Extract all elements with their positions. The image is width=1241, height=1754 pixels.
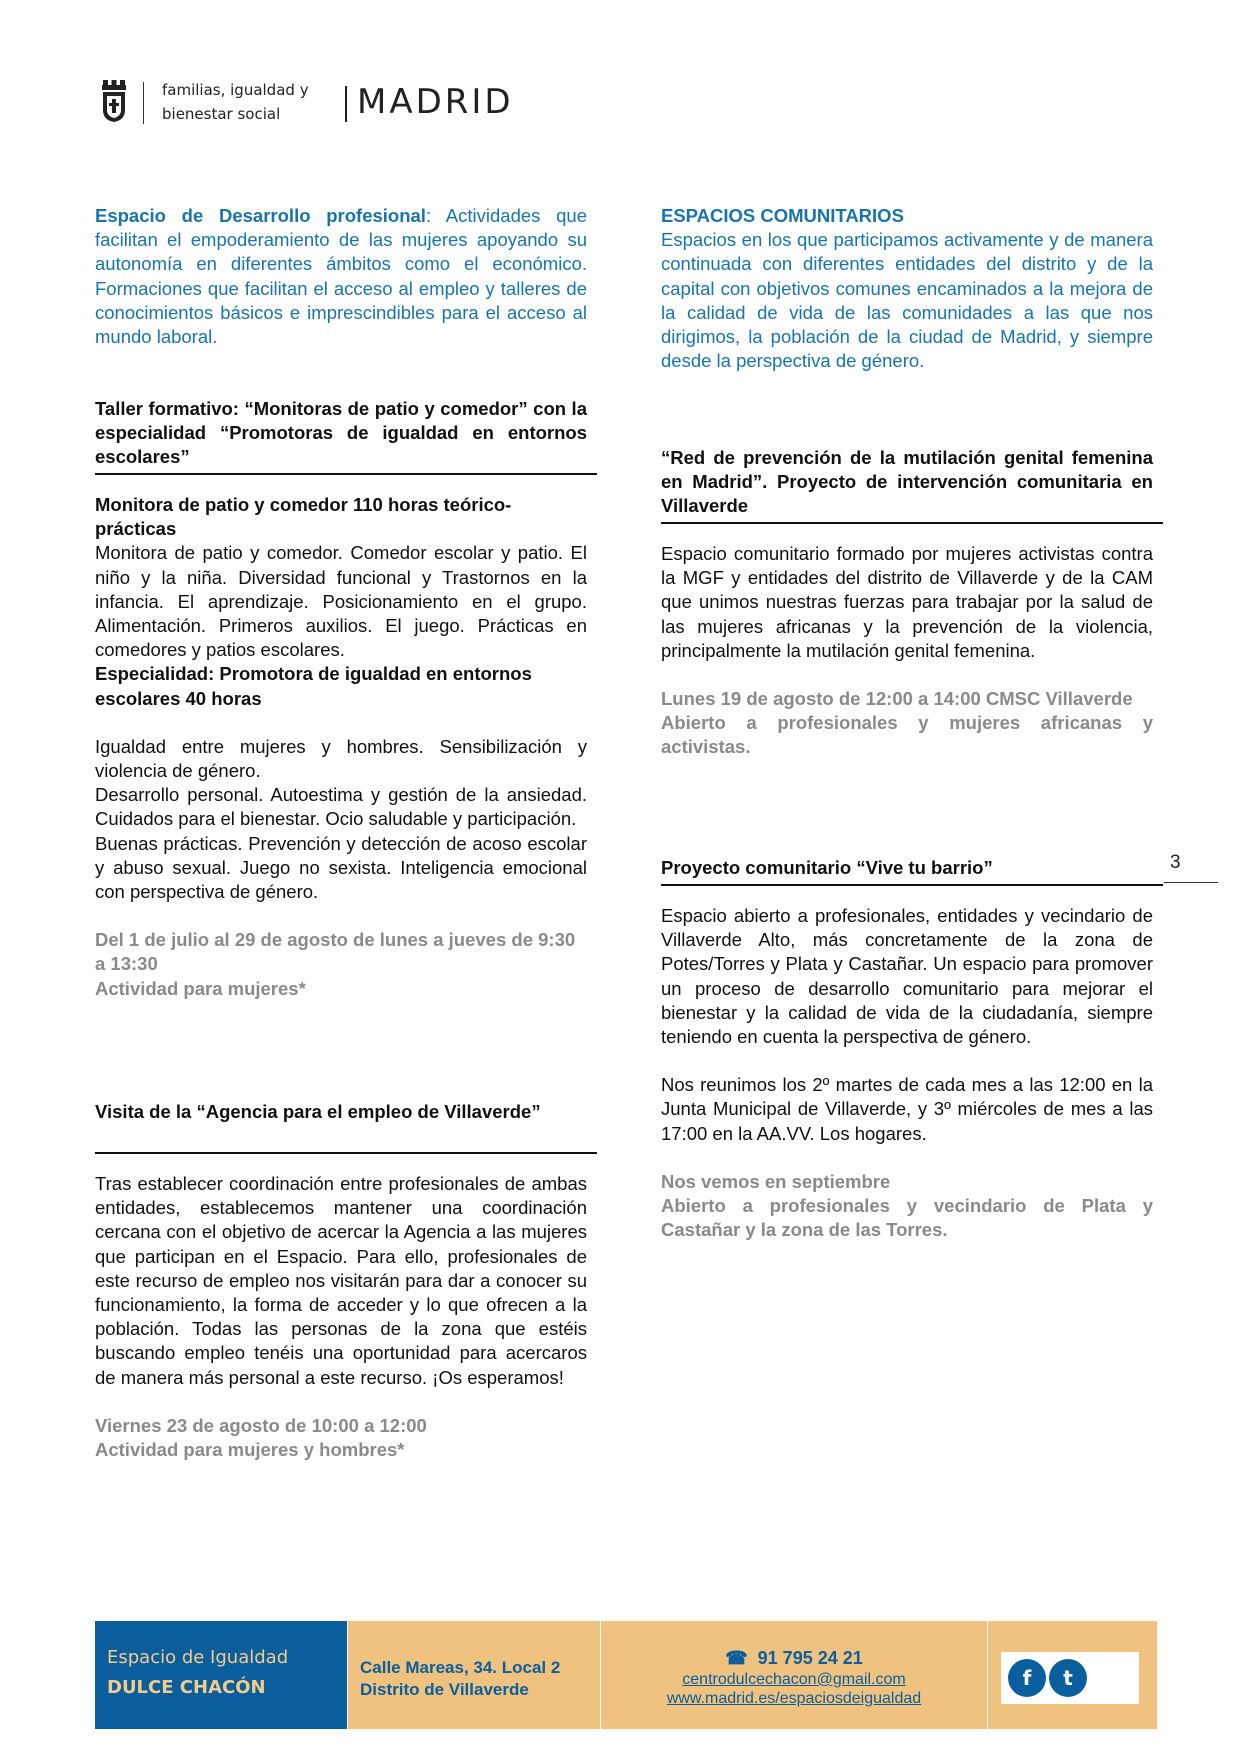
especialidad-text-2: Desarrollo personal. Autoestima y gestión de la ansiedad. Cuidados para el bienestar. Ocio saludable y participación. [95,784,587,830]
facebook-icon[interactable]: f [1008,1659,1046,1697]
visita-text: Tras establecer coordinación entre profesionales de ambas entidades, establecemos mantener una coordinación cercana con el objetivo de acercar la Agencia a las mujeres que participan en el Espacio. Para ello, profesionales de este recurso de empleo nos visitarán para dar a conocer su funcionamiento, la forma de acceder y lo que ofrecen a la población. Todas las personas de la zona que estéis buscando empleo tenéis una oportunidad para acercaros de manera más personal a este recurso. ¡Os esperamos! [95,1173,587,1388]
especialidad-title: Especialidad: Promotora de igualdad en entornos escolares 40 horas [95,663,532,709]
taller-body [95,493,587,1001]
red-body [661,542,1153,760]
vive-text-2: Nos reunimos los 2º martes de cada mes a las 12:00 en la Junta Municipal de Villaverde, y 3º miércoles de mes a las 17:00 en la AA.VV. Los hogares. [661,1074,1153,1144]
monitora-title: Monitora de patio y comedor 110 horas teórico-prácticas [95,494,512,540]
section-rule [95,1152,597,1154]
section-rule [95,473,597,475]
social-icons-box [1001,1652,1139,1704]
intro-text: : Actividades que facilitan el empoderamiento de las mujeres apoyando su autonomía en diferentes ámbitos como el económico. Formaciones que facilitan el acceso al empleo y talleres de conocimientos básicos e imprescindibles para el acceso al mundo laboral. [95,205,588,348]
footer-contact [600,1621,987,1729]
footer-address-line-1: Calle Mareas, 34. Local 2 [360,1658,561,1677]
red-audience: Abierto a profesionales y mujeres africanas y activistas. [661,712,1153,758]
department-line-2: bienestar social [162,105,281,123]
footer-phone [601,1649,987,1668]
taller-schedule: Del 1 de julio al 29 de agosto de lunes a jueves de 9:30 a 13:30 [95,929,576,975]
footer [95,1621,1157,1729]
vive-audience: Abierto a profesionales y vecindario de Plata y Castañar y la zona de las Torres. [661,1195,1153,1241]
department-name [162,78,309,126]
visita-body [95,1172,587,1462]
right-column-intro [661,204,1153,373]
web-link[interactable]: www.madrid.es/espaciosdeigualdad [666,1690,922,1707]
espacios-comunitarios-title: ESPACIOS COMUNITARIOS [661,205,904,226]
header-divider [143,82,144,124]
email-link[interactable]: centrodulcechacon@gmail.com [682,1671,906,1688]
monitora-text: Monitora de patio y comedor. Comedor escolar y patio. El niño y la niña. Diversidad funcional y Trastornos en la infancia. El aprendizaje. Posicionamiento en el grupo. Alimentación. Primeros auxilios. El juego. Prácticas en comedores y patios escolares. [95,542,587,661]
red-schedule: Lunes 19 de agosto de 12:00 a 14:00 CMSC Villaverde [661,688,1133,710]
city-logo-text: MADRID [357,82,514,122]
vive-body [661,904,1153,1242]
section-rule [661,884,1163,886]
footer-brand-line-1: Espacio de Igualdad [107,1647,289,1668]
section-rule [661,522,1163,524]
taller-audience: Actividad para mujeres* [95,977,306,999]
footer-address-line-2: Distrito de Villaverde [360,1680,529,1699]
header-divider-2 [345,86,347,122]
footer-brand [95,1621,347,1729]
phone-number: 91 795 24 21 [757,1648,863,1668]
footer-brand-line-2: DULCE CHACÓN [107,1677,266,1698]
espacios-comunitarios-text: Espacios en los que participamos activamente y de manera continuada con diferentes entidades del distrito y de la capital con objetivos comunes encaminados a la mejora de la calidad de vida de las comunidades a las que nos dirigimos, la población de la ciudad de Madrid, y siempre desde la perspectiva de género. [661,229,1153,372]
taller-title: Taller formativo: “Monitoras de patio y comedor” con la especialidad “Promotoras de igualdad en entornos escolares” [95,398,587,468]
especialidad-text-1: Igualdad entre mujeres y hombres. Sensibilización y violencia de género. [95,735,587,782]
vive-text-1: Espacio abierto a profesionales, entidades y vecindario de Villaverde Alto, más concretamente de la zona de Potes/Torres y Plata y Castañar. Un espacio para promover un proceso de desarrollo comunitario para mejorar el bienestar y la calidad de vida de la ciudadanía, siempre teniendo en cuenta la perspectiva de género. [661,905,1153,1048]
red-title: “Red de prevención de la mutilación genital femenina en Madrid”. Proyecto de intervención comunitaria en Villaverde [661,447,1153,517]
phone-icon: ☎ [725,1648,748,1668]
visita-title: Visita de la “Agencia para el empleo de Villaverde” [95,1101,541,1122]
page-number: 3 [1170,852,1181,873]
vive-title: Proyecto comunitario “Vive tu barrio” [661,857,993,878]
especialidad-text-3: Buenas prácticas. Prevención y detección de acoso escolar y abuso sexual. Juego no sexista. Inteligencia emocional con perspectiva de género. [95,832,587,903]
vive-schedule: Nos vemos en septiembre [661,1170,891,1192]
department-line-1: familias, igualdad y [162,81,309,99]
red-text: Espacio comunitario formado por mujeres activistas contra la MGF y entidades del distrito de Villaverde y de la CAM que unimos nuestras fuerzas para trabajar por la salud de las mujeres africanas y la prevención de la violencia, principalmente la mutilación genital femenina. [661,543,1153,661]
left-column-intro [95,204,587,349]
page-number-rule [1164,882,1218,883]
twitter-icon[interactable]: t [1049,1659,1087,1697]
footer-social [987,1621,1157,1729]
madrid-crest-icon [101,80,127,122]
visita-schedule: Viernes 23 de agosto de 10:00 a 12:00 [95,1414,427,1436]
footer-address [347,1621,600,1729]
visita-audience: Actividad para mujeres y hombres* [95,1439,405,1461]
intro-title: Espacio de Desarrollo profesional [95,205,426,226]
